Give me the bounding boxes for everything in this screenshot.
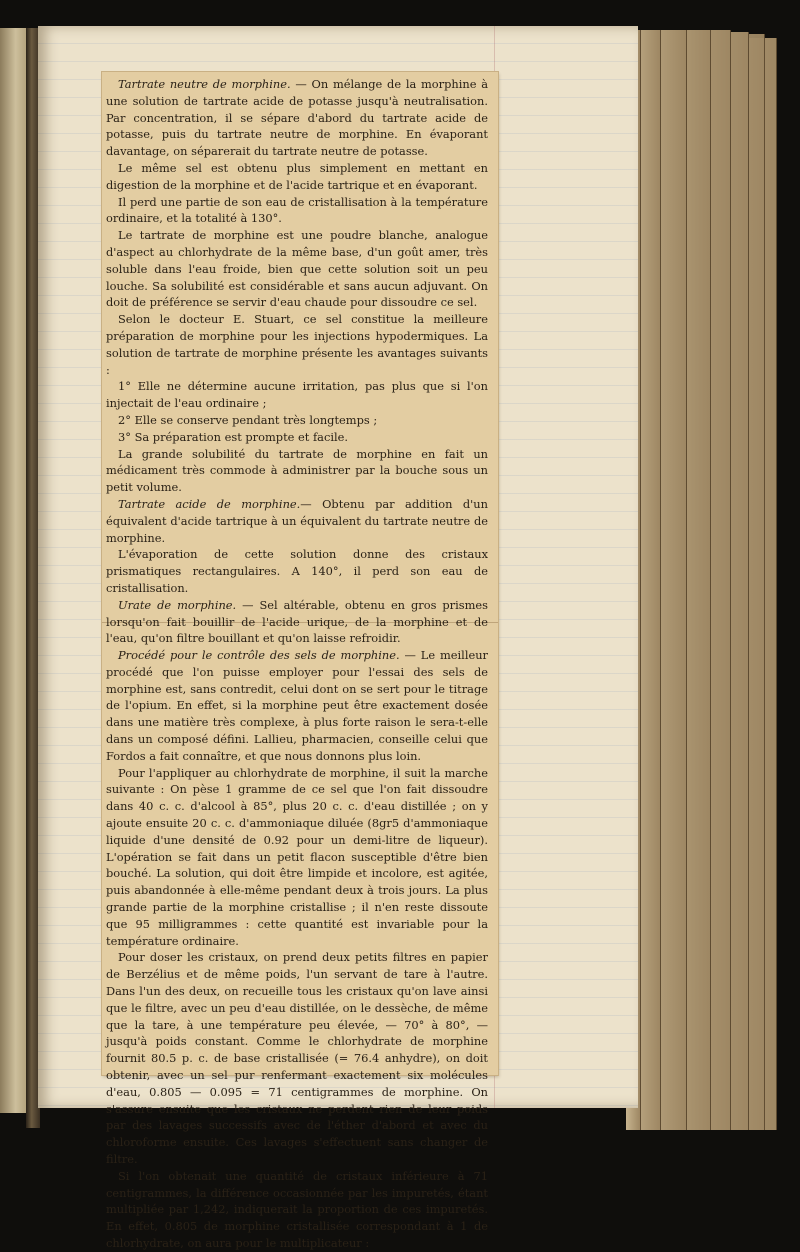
paragraph-text: — Sel altérable, obtenu en gros prismes lorsqu'on fait bouillir de l'acide urique, de la morphine et de l'eau, qu'on filtre bouillant et qu'on laisse refroidir. xyxy=(106,597,488,646)
paragraph-heading: Urate de morphine. xyxy=(118,597,237,612)
paragraph-text: Le tartrate de morphine est une poudre blanche, analogue d'aspect au chlorhydrate de la même base, d'un goût amer, très soluble dans l'eau froide, bien que cette solution soit un peu louche. Sa solubilité est considérable et sans aucun adjuvant. On doit de préférence se servir d'eau chaude pour dissoudre ce sel. xyxy=(106,228,488,310)
paragraph xyxy=(106,546,488,596)
paragraph-text: Il perd une partie de son eau de cristallisation à la température ordinaire, et la totalité à 130°. xyxy=(106,194,488,226)
paragraph-text: 3° Sa préparation est prompte et facile. xyxy=(118,429,348,444)
paragraph xyxy=(106,194,488,228)
paragraph-heading: Tartrate neutre de morphine. xyxy=(118,77,291,91)
paragraph xyxy=(106,1168,488,1252)
paragraph xyxy=(106,446,488,496)
clipping-text xyxy=(106,76,488,1252)
paragraph-heading: Procédé pour le contrôle des sels de morphine. xyxy=(118,648,400,663)
paragraph-text: Pour l'appliquer au chlorhydrate de morphine, il suit la marche suivante : On pèse 1 gramme de ce sel que l'on fait dissoudre dans 40 c. c. d'alcool à 85°, plus 20 c. c. d'eau distillée ; on y ajoute ensuite 20 c. c. d'ammoniaque diluée (8gr5 d'ammoniaque liquide d'une densité de 0.92 pour un demi-litre de liqueur). L'opération se fait dans un petit flacon susceptible d'être bien bouché. La solution, qui doit être limpide et incolore, est agitée, puis abandonnée à elle-même pendant deux à trois jours. La plus grande partie de la morphine cristallise ; il n'en reste dissoute que 95 milligrammes : cette quantité est invariable pour la température ordinaire. xyxy=(106,765,488,948)
paragraph xyxy=(106,378,488,412)
paragraph xyxy=(106,496,488,546)
paragraph-text: Le même sel est obtenu plus simplement en mettant en digestion de la morphine et de l'acide tartrique et en évaporant. xyxy=(106,160,488,192)
paragraph xyxy=(106,227,488,311)
paragraph xyxy=(106,160,488,194)
paragraph xyxy=(106,429,488,446)
paragraph-text: — Obtenu par addition d'un équivalent d'acide tartrique à un équivalent du tartrate neutre de morphine. xyxy=(106,496,488,545)
paragraph xyxy=(106,412,488,429)
paragraph-heading: Tartrate acide de morphine. xyxy=(118,496,301,511)
paragraph-text: Pour doser les cristaux, on prend deux petits filtres en papier de Berzélius et de même poids, l'un servant de tare à l'autre. Dans l'un des deux, on recueille tous les cristaux qu'on lave ainsi que le filtre, avec un peu d'eau distillée, on le dessèche, de même que la tare, à une température peu élevée, — 70° à 80°, — jusqu'à poids constant. Comme le chlorhydrate de morphine fournit 80.5 p. c. de base cristallisée (= 76.4 anhydre), on doit obtenir, avec un sel pur renfermant exactement six molécules d'eau, 0.805 — 0.095 = 71 centigrammes de morphine. On s'assure ensuite que les cristaux ne perdent rien de leur poids par des lavages successifs avec de l'éther d'abord et avec du chloroforme ensuite. Ces lavages s'effectuent sans changer de filtre. xyxy=(106,950,488,1166)
left-page-edge xyxy=(0,28,27,1113)
paragraph-text: 2° Elle se conserve pendant très longtemps ; xyxy=(118,412,378,427)
paragraph-text: — Le meilleur procédé que l'on puisse employer pour l'essai des sels de morphine est, sans contredit, celui dont on se sert pour le titrage de l'opium. En effet, si la morphine peut être exactement dosée dans une matière très complexe, à plus forte raison le sera-t-elle dans un composé défini. Lallieu, pharmacien, conseille celui que Fordos a fait connaître, et que nous donnons plus loin. xyxy=(106,648,488,763)
paragraph-text: — On mélange de la morphine à une solution de tartrate acide de potasse jusqu'à neutralisation. Par concentration, il se sépare d'abord du tartrate acide de potasse, puis du tartrate neutre de morphine. En évaporant davantage, on séparerait du tartrate neutre de potasse. xyxy=(106,77,488,159)
page-stack-edges xyxy=(626,30,786,1130)
paragraph xyxy=(106,597,488,647)
paragraph-text: L'évaporation de cette solution donne des cristaux prismatiques rectangulaires. A 140°, il perd son eau de cristallisation. xyxy=(106,547,488,595)
paragraph-text: La grande solubilité du tartrate de morphine en fait un médicament très commode à administrer par la bouche sous un petit volume. xyxy=(106,446,488,495)
paragraph xyxy=(106,949,488,1167)
paragraph-text: Si l'on obtenait une quantité de cristaux inférieure à 71 centigrammes, la différence occasionnée par les impuretés, étant multipliée par 1,242, indiquerait la proportion de ces impuretés. En effet, 0.805 de morphine cristallisée correspondant à 1 de chlorhydrate, on aura pour le multiplicateur : xyxy=(106,1168,488,1250)
paragraph-text: Selon le docteur E. Stuart, ce sel constitue la meilleure préparation de morphine pour les injections hypodermiques. La solution de tartrate de morphine présente les avantages suivants : xyxy=(106,312,488,377)
paragraph xyxy=(106,76,488,160)
paragraph xyxy=(106,311,488,378)
paragraph xyxy=(106,647,488,765)
pasted-clipping xyxy=(102,72,498,1250)
paragraph-text: 1° Elle ne détermine aucune irritation, pas plus que si l'on injectait de l'eau ordinaire ; xyxy=(106,379,488,411)
paragraph xyxy=(106,765,488,950)
